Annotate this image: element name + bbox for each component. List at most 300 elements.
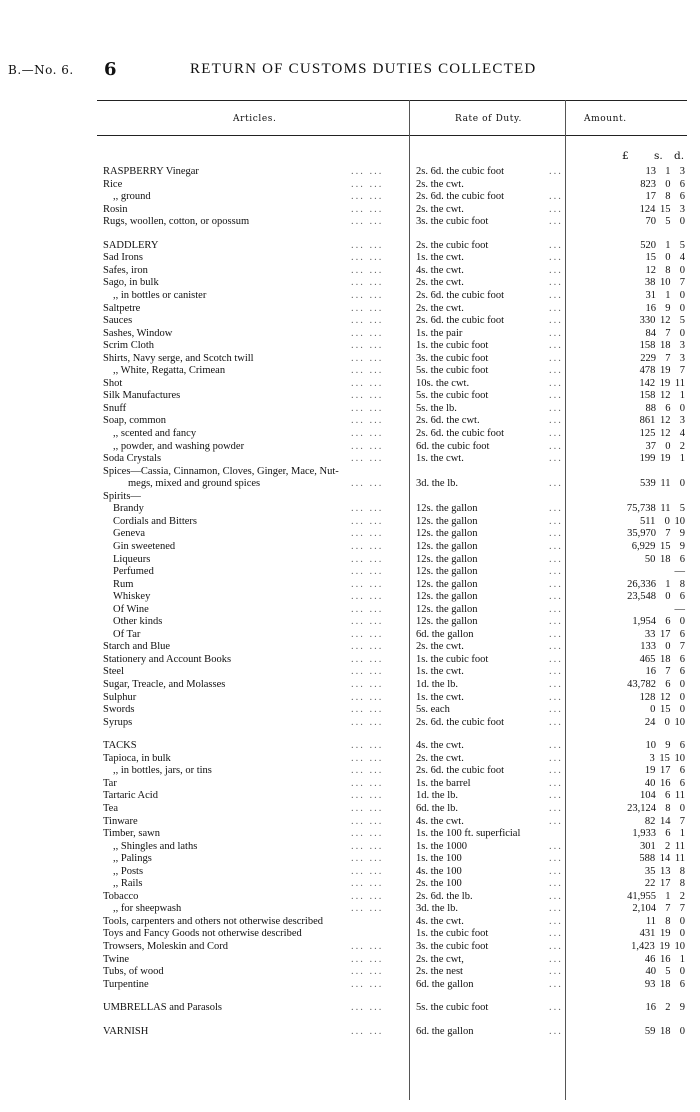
article-name: Spirits—	[103, 490, 141, 502]
amount-value: —	[674, 603, 685, 615]
amount-value: 19 17 6	[644, 765, 685, 777]
amount-value: 17 8 6	[645, 191, 685, 203]
leader-dots: ... ...	[351, 679, 384, 690]
table-row	[0, 491, 700, 504]
amount-value: 104 6 11	[640, 790, 685, 802]
leader-dots: ...	[549, 503, 563, 515]
amount-value: 1,954 6 0	[632, 616, 685, 628]
table-row	[0, 415, 700, 428]
amount-value: 823 0 6	[640, 178, 685, 190]
leader-dots: ... ...	[351, 790, 384, 802]
table-row	[0, 240, 700, 253]
table-row	[0, 403, 700, 416]
leader-dots: ...	[549, 252, 563, 264]
table-row	[0, 428, 700, 441]
leader-dots: ...	[549, 815, 563, 827]
table-row	[0, 841, 700, 854]
amount-value: 158 12 1	[639, 390, 685, 402]
leader-dots: ...	[549, 777, 563, 789]
leader-dots: ... ...	[351, 865, 384, 877]
leader-dots: ...	[549, 928, 563, 940]
amount-value: 10 9 6	[645, 740, 685, 752]
amount-value: 75,738 11 5	[626, 503, 685, 515]
article-name: Swords	[103, 704, 135, 716]
amount-value: 31 1 0	[645, 289, 685, 301]
article-name: Tar	[103, 777, 117, 789]
leader-dots: ... ...	[351, 752, 384, 764]
duty-rate: 2s. 6d. the cubic foot	[416, 428, 505, 439]
duty-rate: 1s. the cubic foot	[416, 653, 489, 665]
amount-value: 37 0 2	[645, 440, 685, 452]
table-row	[0, 453, 700, 466]
leader-dots: ...	[549, 840, 563, 852]
article-name: UMBRELLAS and Parasols	[103, 1002, 222, 1014]
table-row	[0, 216, 700, 229]
amount-value: 13 1 3	[645, 166, 685, 177]
table-row	[0, 878, 700, 891]
table-row	[0, 566, 700, 579]
leader-dots: ... ...	[351, 340, 384, 352]
duty-rate: 2s. 6d. the cubic foot	[416, 315, 505, 327]
duty-rate: 6d. the lb.	[416, 802, 458, 814]
article-name: Of Tar	[113, 628, 141, 640]
table-row	[0, 303, 700, 316]
leader-dots: ... ...	[351, 1025, 384, 1037]
leader-dots: ... ...	[351, 515, 384, 527]
leader-dots: ... ...	[351, 740, 384, 752]
amount-value: 539 11 0	[640, 478, 685, 490]
leader-dots: ... ...	[351, 716, 384, 728]
duty-rate: 5s. the cubic foot	[416, 390, 489, 402]
table-row	[0, 591, 700, 604]
leader-dots: ...	[549, 765, 563, 777]
duty-rate: 2s. 6d. the cubic foot	[416, 289, 505, 301]
duty-rate: 5s. each	[416, 704, 450, 716]
article-name: Tubs, of wood	[103, 966, 164, 978]
duty-rate: 1s. the cwt.	[416, 252, 464, 264]
leader-dots: ... ...	[351, 591, 384, 603]
amount-value: 70 5 0	[645, 216, 685, 228]
leader-dots: ... ...	[351, 641, 384, 653]
article-name: Cordials and Bitters	[113, 515, 197, 527]
table-row	[0, 853, 700, 866]
duty-rate: 10s. the cwt.	[416, 377, 470, 389]
leader-dots: ...	[549, 953, 563, 965]
article-name: ,, Posts	[113, 865, 144, 877]
leader-dots: ... ...	[351, 666, 384, 678]
amount-value: 23,124 8 0	[627, 802, 685, 814]
leader-dots: ...	[549, 415, 563, 427]
table-row	[0, 629, 700, 642]
amount-value: 478 19 7	[639, 365, 685, 377]
amount-value: 2,104 7 7	[632, 903, 685, 915]
leader-dots: ...	[549, 365, 563, 377]
amount-value: 82 14 7	[644, 815, 685, 827]
amount-value: 520 1 5	[640, 239, 685, 251]
leader-dots: ... ...	[351, 628, 384, 640]
leader-dots: ... ...	[351, 704, 384, 716]
header-ref: B.—No. 6.	[8, 63, 74, 77]
leader-dots: ...	[549, 191, 563, 203]
leader-dots: ... ...	[351, 566, 384, 578]
leader-dots: ... ...	[351, 239, 384, 251]
article-name: Tartaric Acid	[103, 790, 158, 802]
leader-dots: ... ...	[351, 1002, 384, 1014]
article-name: Shirts, Navy serge, and Scotch twill	[103, 352, 254, 364]
duty-rate: 1s. the cwt.	[416, 666, 464, 678]
leader-dots: ... ...	[351, 765, 384, 777]
leader-dots: ... ...	[351, 315, 384, 327]
leader-dots: ...	[549, 740, 563, 752]
article-name: Safes, iron	[103, 264, 148, 276]
article-name: Silk Manufactures	[103, 390, 181, 402]
leader-dots: ... ...	[351, 191, 384, 203]
amount-value: 125 12 4	[639, 428, 685, 439]
amount-value: 301 2 11	[640, 840, 685, 852]
table-row	[0, 790, 700, 803]
leader-dots: ... ...	[351, 828, 384, 840]
leader-dots: ...	[549, 704, 563, 716]
column-header-articles: Articles.	[233, 114, 277, 124]
duty-rate: 3s. the cubic foot	[416, 216, 489, 228]
table-row	[0, 340, 700, 353]
table-row	[0, 290, 700, 303]
duty-rate: 12s. the gallon	[416, 515, 478, 527]
duty-rate: 5s. the cubic foot	[416, 365, 489, 377]
table-row	[0, 353, 700, 366]
leader-dots: ...	[549, 515, 563, 527]
leader-dots: ...	[549, 691, 563, 703]
amount-value: 50 18 6	[644, 553, 685, 565]
amount-value: 93 18 6	[644, 978, 685, 990]
amount-value: 43,782 6 0	[627, 679, 685, 690]
amount-value: 330 12 5	[639, 315, 685, 327]
table-row	[0, 704, 700, 717]
table-row	[0, 966, 700, 979]
leader-dots: ...	[549, 790, 563, 802]
article-name: ,, scented and fancy	[113, 428, 197, 439]
article-name: Turpentine	[103, 978, 149, 990]
article-name: Tapioca, in bulk	[103, 752, 171, 764]
table-row	[0, 778, 700, 791]
table-row	[0, 554, 700, 567]
table-row	[0, 1002, 700, 1015]
leader-dots: ...	[549, 641, 563, 653]
leader-dots: ...	[549, 340, 563, 352]
leader-dots: ...	[549, 352, 563, 364]
table-row	[0, 478, 700, 491]
duty-rate: 12s. the gallon	[416, 603, 478, 615]
leader-dots: ... ...	[351, 540, 384, 552]
amount-value: —	[674, 566, 685, 578]
amount-value: 40 5 0	[645, 966, 685, 978]
duty-rate: 2s. the cubic foot	[416, 239, 489, 251]
article-name: VARNISH	[103, 1025, 149, 1037]
table-row	[0, 666, 700, 679]
table-row	[0, 315, 700, 328]
table-row	[0, 928, 700, 941]
leader-dots: ...	[549, 440, 563, 452]
currency-pence: d.	[674, 150, 685, 162]
duty-rate: 12s. the gallon	[416, 591, 478, 603]
duty-rate: 2s. the cwt,	[416, 953, 464, 965]
table-row	[0, 828, 700, 841]
table-row	[0, 692, 700, 705]
leader-dots: ...	[549, 566, 563, 578]
table-row	[0, 604, 700, 617]
article-name: Rice	[103, 178, 123, 190]
leader-dots: ...	[549, 628, 563, 640]
amount-value: 0 15 0	[650, 704, 685, 716]
article-name: Sashes, Window	[103, 327, 173, 339]
amount-value: 33 17 6	[644, 628, 685, 640]
leader-dots: ... ...	[351, 166, 384, 177]
duty-rate: 4s. the cwt.	[416, 815, 464, 827]
duty-rate: 4s. the cwt.	[416, 264, 464, 276]
article-name: ,, powder, and washing powder	[113, 440, 245, 452]
article-name: Rum	[113, 578, 134, 590]
duty-rate: 12s. the gallon	[416, 616, 478, 628]
leader-dots: ...	[549, 302, 563, 314]
amount-value: 38 10 7	[644, 277, 685, 289]
article-name: ,, in bottles or canister	[113, 289, 207, 301]
article-name: ,, Rails	[113, 878, 143, 890]
page-title: RETURN OF CUSTOMS DUTIES COLLECTED	[190, 61, 537, 77]
amount-value: 6,929 15 9	[631, 540, 685, 552]
table-row	[0, 328, 700, 341]
table-head-rule	[97, 135, 687, 136]
leader-dots: ... ...	[351, 252, 384, 264]
table-row	[0, 616, 700, 629]
leader-dots: ... ...	[351, 603, 384, 615]
article-name: Stationery and Account Books	[103, 653, 232, 665]
article-name: Tobacco	[103, 890, 139, 902]
article-name: ,, in bottles, jars, or tins	[113, 765, 212, 777]
table-row	[0, 204, 700, 217]
leader-dots: ... ...	[351, 216, 384, 228]
duty-rate: 6d. the gallon	[416, 978, 474, 990]
amount-value: 465 18 6	[639, 653, 685, 665]
amount-value: 124 15 3	[639, 203, 685, 215]
amount-value: 11 8 0	[645, 915, 685, 927]
leader-dots: ... ...	[351, 302, 384, 314]
article-name: Snuff	[103, 402, 127, 414]
duty-rate: 2s. 6d. the lb.	[416, 890, 473, 902]
amount-value: 41,955 1 2	[627, 890, 685, 902]
leader-dots: ...	[549, 553, 563, 565]
leader-dots: ... ...	[351, 352, 384, 364]
article-name: Sago, in bulk	[103, 277, 159, 289]
leader-dots: ...	[549, 578, 563, 590]
article-name: Soap, common	[103, 415, 166, 427]
article-name: ,, Palings	[113, 853, 152, 865]
duty-rate: 2s. the nest	[416, 966, 463, 978]
duty-rate: 1s. the cubic foot	[416, 928, 489, 940]
leader-dots: ... ...	[351, 478, 384, 490]
leader-dots: ...	[549, 453, 563, 465]
duty-rate: 2s. 6d. the cubic foot	[416, 166, 505, 177]
leader-dots: ...	[549, 540, 563, 552]
leader-dots: ...	[549, 277, 563, 289]
leader-dots: ...	[549, 802, 563, 814]
duty-rate: 1s. the cubic foot	[416, 340, 489, 352]
leader-dots: ...	[549, 653, 563, 665]
table-top-rule	[97, 100, 687, 101]
table-row	[0, 503, 700, 516]
leader-dots: ...	[549, 752, 563, 764]
leader-dots: ...	[549, 428, 563, 439]
leader-dots: ... ...	[351, 327, 384, 339]
leader-dots: ... ...	[351, 890, 384, 902]
table-row	[0, 765, 700, 778]
article-name: Gin sweetened	[113, 540, 176, 552]
amount-value: 40 16 6	[644, 777, 685, 789]
leader-dots: ... ...	[351, 966, 384, 978]
table-row	[0, 179, 700, 192]
article-name: Twine	[103, 953, 130, 965]
duty-rate: 1d. the lb.	[416, 790, 458, 802]
table-row	[0, 866, 700, 879]
table-row	[0, 365, 700, 378]
leader-dots: ...	[549, 591, 563, 603]
table-row	[0, 1026, 700, 1039]
article-name: ,, White, Regatta, Crimean	[113, 365, 226, 377]
leader-dots: ...	[549, 528, 563, 540]
currency-shillings: s.	[654, 150, 663, 162]
table-row	[0, 541, 700, 554]
article-name: Saltpetre	[103, 302, 141, 314]
leader-dots: ...	[549, 603, 563, 615]
leader-dots: ...	[549, 327, 563, 339]
article-name: Scrim Cloth	[103, 340, 155, 352]
article-name: Timber, sawn	[103, 828, 160, 840]
leader-dots: ...	[549, 1025, 563, 1037]
amount-value: 3 15 10	[649, 752, 685, 764]
article-name: Tea	[103, 802, 119, 814]
page-number: 6	[104, 59, 117, 80]
leader-dots: ...	[549, 1002, 563, 1014]
article-name: Spices—Cassia, Cinnamon, Cloves, Ginger, Mace, Nut-	[103, 465, 339, 477]
duty-rate: 12s. the gallon	[416, 528, 478, 540]
leader-dots: ... ...	[351, 978, 384, 990]
table-row	[0, 679, 700, 692]
leader-dots: ... ...	[351, 365, 384, 377]
leader-dots: ... ...	[351, 616, 384, 628]
amount-value: 861 12 3	[639, 415, 685, 427]
amount-value: 128 12 0	[639, 691, 685, 703]
article-name: Rosin	[103, 203, 128, 215]
article-name: SADDLERY	[103, 239, 159, 251]
duty-rate: 12s. the gallon	[416, 540, 478, 552]
article-name: Toys and Fancy Goods not otherwise described	[103, 928, 302, 940]
table-row	[0, 265, 700, 278]
duty-rate: 1s. the 1000	[416, 840, 468, 852]
leader-dots: ... ...	[351, 691, 384, 703]
leader-dots: ... ...	[351, 777, 384, 789]
duty-rate: 2s. the cwt.	[416, 302, 464, 314]
amount-value: 16 9 0	[645, 302, 685, 314]
leader-dots: ... ...	[351, 377, 384, 389]
duty-rate: 1d. the lb.	[416, 679, 458, 690]
table-row	[0, 441, 700, 454]
article-name: Shot	[103, 377, 123, 389]
duty-rate: 5s. the lb.	[416, 402, 457, 414]
article-name: Tools, carpenters and others not otherwise described	[103, 915, 323, 927]
duty-rate: 2s. 6d. the cubic foot	[416, 191, 505, 203]
table-row	[0, 816, 700, 829]
leader-dots: ...	[549, 666, 563, 678]
amount-value: 1,933 6 1	[632, 828, 685, 840]
duty-rate: 3d. the lb.	[416, 478, 458, 490]
amount-value: 1,423 19 10	[631, 941, 685, 952]
leader-dots: ... ...	[351, 453, 384, 465]
duty-rate: 12s. the gallon	[416, 553, 478, 565]
leader-dots: ... ...	[351, 428, 384, 439]
duty-rate: 2s. 6d. the cubic foot	[416, 716, 505, 728]
column-header-amount: Amount.	[584, 114, 627, 124]
leader-dots: ... ...	[351, 802, 384, 814]
leader-dots: ...	[549, 865, 563, 877]
leader-dots: ... ...	[351, 402, 384, 414]
amount-value: 59 18 0	[644, 1025, 685, 1037]
amount-value: 23,548 0 6	[627, 591, 685, 603]
article-name: ,, Shingles and laths	[113, 840, 198, 852]
leader-dots: ... ...	[351, 178, 384, 190]
table-row	[0, 654, 700, 667]
duty-rate: 2s. 6d. the cubic foot	[416, 765, 505, 777]
duty-rate: 1s. the pair	[416, 327, 463, 339]
leader-dots: ... ...	[351, 289, 384, 301]
leader-dots: ... ...	[351, 528, 384, 540]
leader-dots: ... ...	[351, 941, 384, 952]
column-header-rate: Rate of Duty.	[455, 114, 522, 124]
duty-rate: 2s. the cwt.	[416, 641, 464, 653]
table-row	[0, 252, 700, 265]
article-name: Whiskey	[113, 591, 151, 603]
table-row	[0, 166, 700, 179]
amount-value: 46 16 1	[644, 953, 685, 965]
duty-rate: 5s. the cubic foot	[416, 1002, 489, 1014]
table-row	[0, 803, 700, 816]
amount-value: 88 6 0	[645, 402, 685, 414]
leader-dots: ... ...	[351, 878, 384, 890]
table-row	[0, 717, 700, 730]
amount-value: 588 14 11	[639, 853, 685, 865]
article-name: Other kinds	[113, 616, 163, 628]
article-name: Steel	[103, 666, 124, 678]
amount-value: 431 19 0	[639, 928, 685, 940]
article-name: ,, for sheepwash	[113, 903, 182, 915]
leader-dots: ...	[549, 853, 563, 865]
duty-rate: 1s. the barrel	[416, 777, 471, 789]
table-row	[0, 641, 700, 654]
table-row	[0, 191, 700, 204]
duty-rate: 2s. the cwt.	[416, 203, 464, 215]
leader-dots: ... ...	[351, 277, 384, 289]
article-name: Of Wine	[113, 603, 149, 615]
article-name: Syrups	[103, 716, 133, 728]
duty-rate: 2s. 6d. the cwt.	[416, 415, 480, 427]
duty-rate: 1s. the 100 ft. superficial	[416, 828, 521, 840]
table-row	[0, 277, 700, 290]
table-row	[0, 378, 700, 391]
article-name: Sad Irons	[103, 252, 143, 264]
duty-rate: 6d. the cubic foot	[416, 440, 490, 452]
amount-value: 35,970 7 9	[627, 528, 685, 540]
article-name: Trowsers, Moleskin and Cord	[103, 941, 229, 952]
leader-dots: ...	[549, 679, 563, 690]
amount-value: 26,336 1 8	[627, 578, 685, 590]
